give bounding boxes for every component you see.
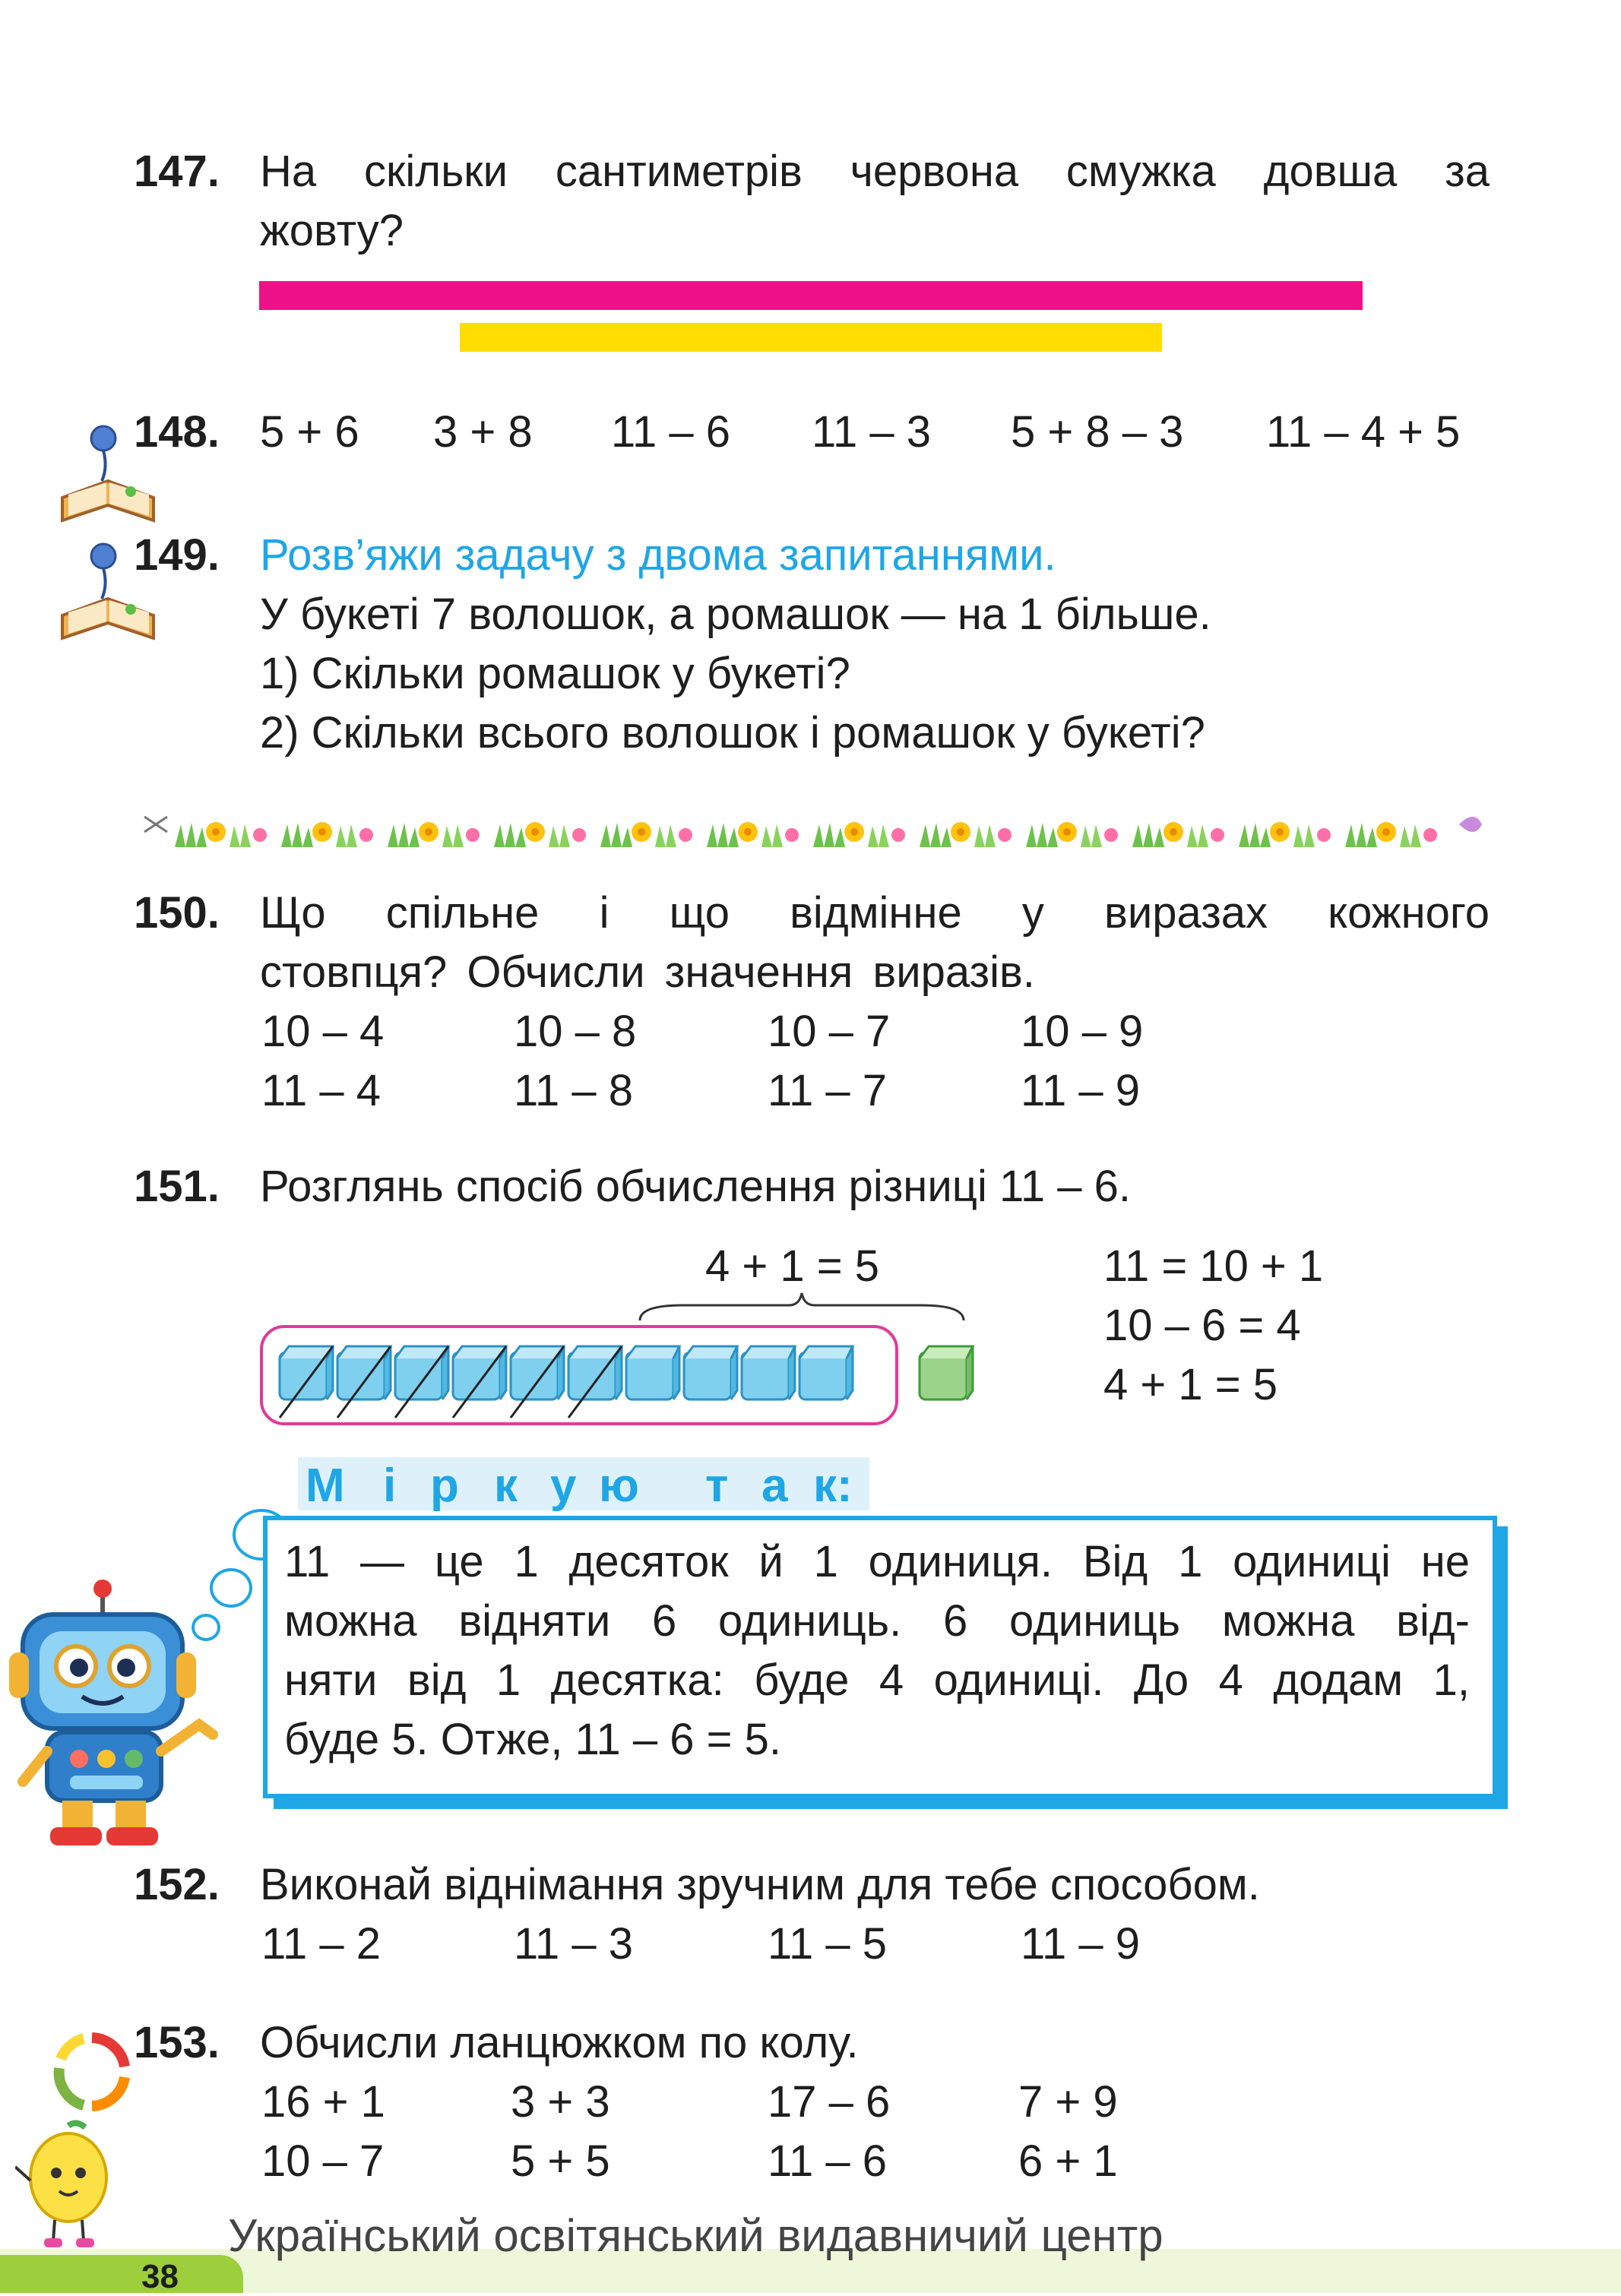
expression: 11 – 8 [514, 1066, 633, 1115]
exercise-number-151: 151. [134, 1162, 220, 1211]
expression: 6 + 1 [1018, 2136, 1118, 2186]
expression: 16 + 1 [261, 2077, 385, 2127]
think-title-6: ю [599, 1460, 639, 1512]
expression: 5 + 6 [260, 407, 359, 457]
expression: 11 – 6 [611, 407, 730, 457]
exercise-149-question1: 1) Скільки ромашок у букеті? [260, 649, 850, 698]
expression: 5 + 5 [511, 2136, 610, 2186]
step-line: 4 + 1 = 5 [1103, 1360, 1277, 1409]
expression: 11 – 6 [768, 2136, 887, 2186]
expression: 10 – 9 [1021, 1007, 1144, 1056]
reasoning-line2: можна відняти 6 одиниць. 6 одиниць можна від- [284, 1596, 1470, 1646]
expression: 17 – 6 [768, 2077, 891, 2127]
page-number: 38 [141, 2258, 179, 2295]
think-title-5: у [550, 1460, 577, 1512]
think-title-2: і [383, 1460, 397, 1512]
flower-border-decoration [137, 802, 1490, 855]
exercise-147-text-line2: жовту? [260, 206, 404, 255]
expression: 11 – 2 [261, 1919, 381, 1969]
think-title-3: р [430, 1460, 459, 1512]
exercise-number-153: 153. [134, 2018, 220, 2067]
exercise-number-152: 152. [134, 1860, 220, 1909]
exercise-149-text-line1: У букеті 7 волошок, а ромашок — на 1 більше. [260, 590, 1211, 639]
think-title-7: т [705, 1460, 729, 1512]
exercise-number-148: 148. [134, 407, 220, 457]
ten-cubes-diagram [258, 1324, 980, 1430]
think-title-1: М [306, 1460, 345, 1512]
exercise-149-title: Розв’яжи задачу з двома запитаннями. [260, 530, 1056, 580]
publisher-name: Український освітянський видавничий центр [228, 2210, 1164, 2261]
expression: 11 – 4 [261, 1066, 381, 1115]
expression: 3 + 8 [433, 407, 533, 457]
red-strip [259, 281, 1363, 310]
think-title-8: а [761, 1460, 788, 1512]
exercise-151-text: Розглянь спосіб обчислення різниці 11 – 6. [260, 1162, 1132, 1211]
exercise-152-text: Виконай віднімання зручним для тебе способом. [260, 1860, 1260, 1909]
exercise-147-text-line1: На скільки сантиметрів червона смужка довша за [260, 147, 1490, 196]
expression: 10 – 8 [514, 1007, 637, 1056]
circular-arrows-icon [50, 2030, 134, 2114]
expression: 11 – 9 [1021, 1066, 1140, 1115]
exercise-150-text-line2: стовпця? Обчисли значення виразів. [260, 947, 1035, 997]
exercise-149-question2: 2) Скільки всього волошок і ромашок у букеті? [260, 708, 1205, 757]
robot-character-icon [0, 1577, 228, 1850]
expression: 11 – 3 [514, 1919, 633, 1969]
expression: 11 – 4 + 5 [1266, 407, 1461, 457]
think-title-4: к [494, 1460, 518, 1512]
exercise-150-text-line1: Що спільне і що відмінне у виразах кожного [260, 888, 1490, 938]
exercise-number-147: 147. [134, 147, 220, 196]
expression: 11 – 7 [768, 1066, 887, 1115]
step-line: 10 – 6 = 4 [1103, 1301, 1301, 1350]
expression: 3 + 3 [511, 2077, 610, 2127]
expression: 5 + 8 – 3 [1011, 407, 1184, 457]
reasoning-line3: няти від 1 десятка: буде 4 одиниці. До 4 додам 1, [284, 1656, 1470, 1705]
expression: 10 – 4 [261, 1007, 385, 1056]
yellow-strip [460, 323, 1162, 352]
page-number-tab [0, 2255, 243, 2293]
expression: 10 – 7 [261, 2136, 385, 2186]
expression: 11 – 9 [1021, 1919, 1140, 1969]
think-title-9: к: [813, 1460, 853, 1512]
lemon-character-icon [15, 2120, 122, 2249]
exercise-153-text: Обчисли ланцюжком по колу. [260, 2018, 859, 2067]
expression: 10 – 7 [768, 1007, 891, 1056]
expression: 11 – 5 [768, 1919, 887, 1969]
exercise-number-149: 149. [134, 530, 220, 580]
reasoning-line1: 11 — це 1 десяток й 1 одиниця. Від 1 одиниці не [284, 1537, 1470, 1586]
reasoning-line4: буде 5. Отже, 11 – 6 = 5. [284, 1715, 782, 1764]
expression: 11 – 3 [812, 407, 931, 457]
step-line: 11 = 10 + 1 [1103, 1241, 1324, 1291]
exercise-number-150: 150. [134, 888, 220, 938]
expression: 7 + 9 [1018, 2077, 1118, 2127]
brace-label: 4 + 1 = 5 [705, 1241, 879, 1291]
curly-brace [637, 1290, 967, 1324]
